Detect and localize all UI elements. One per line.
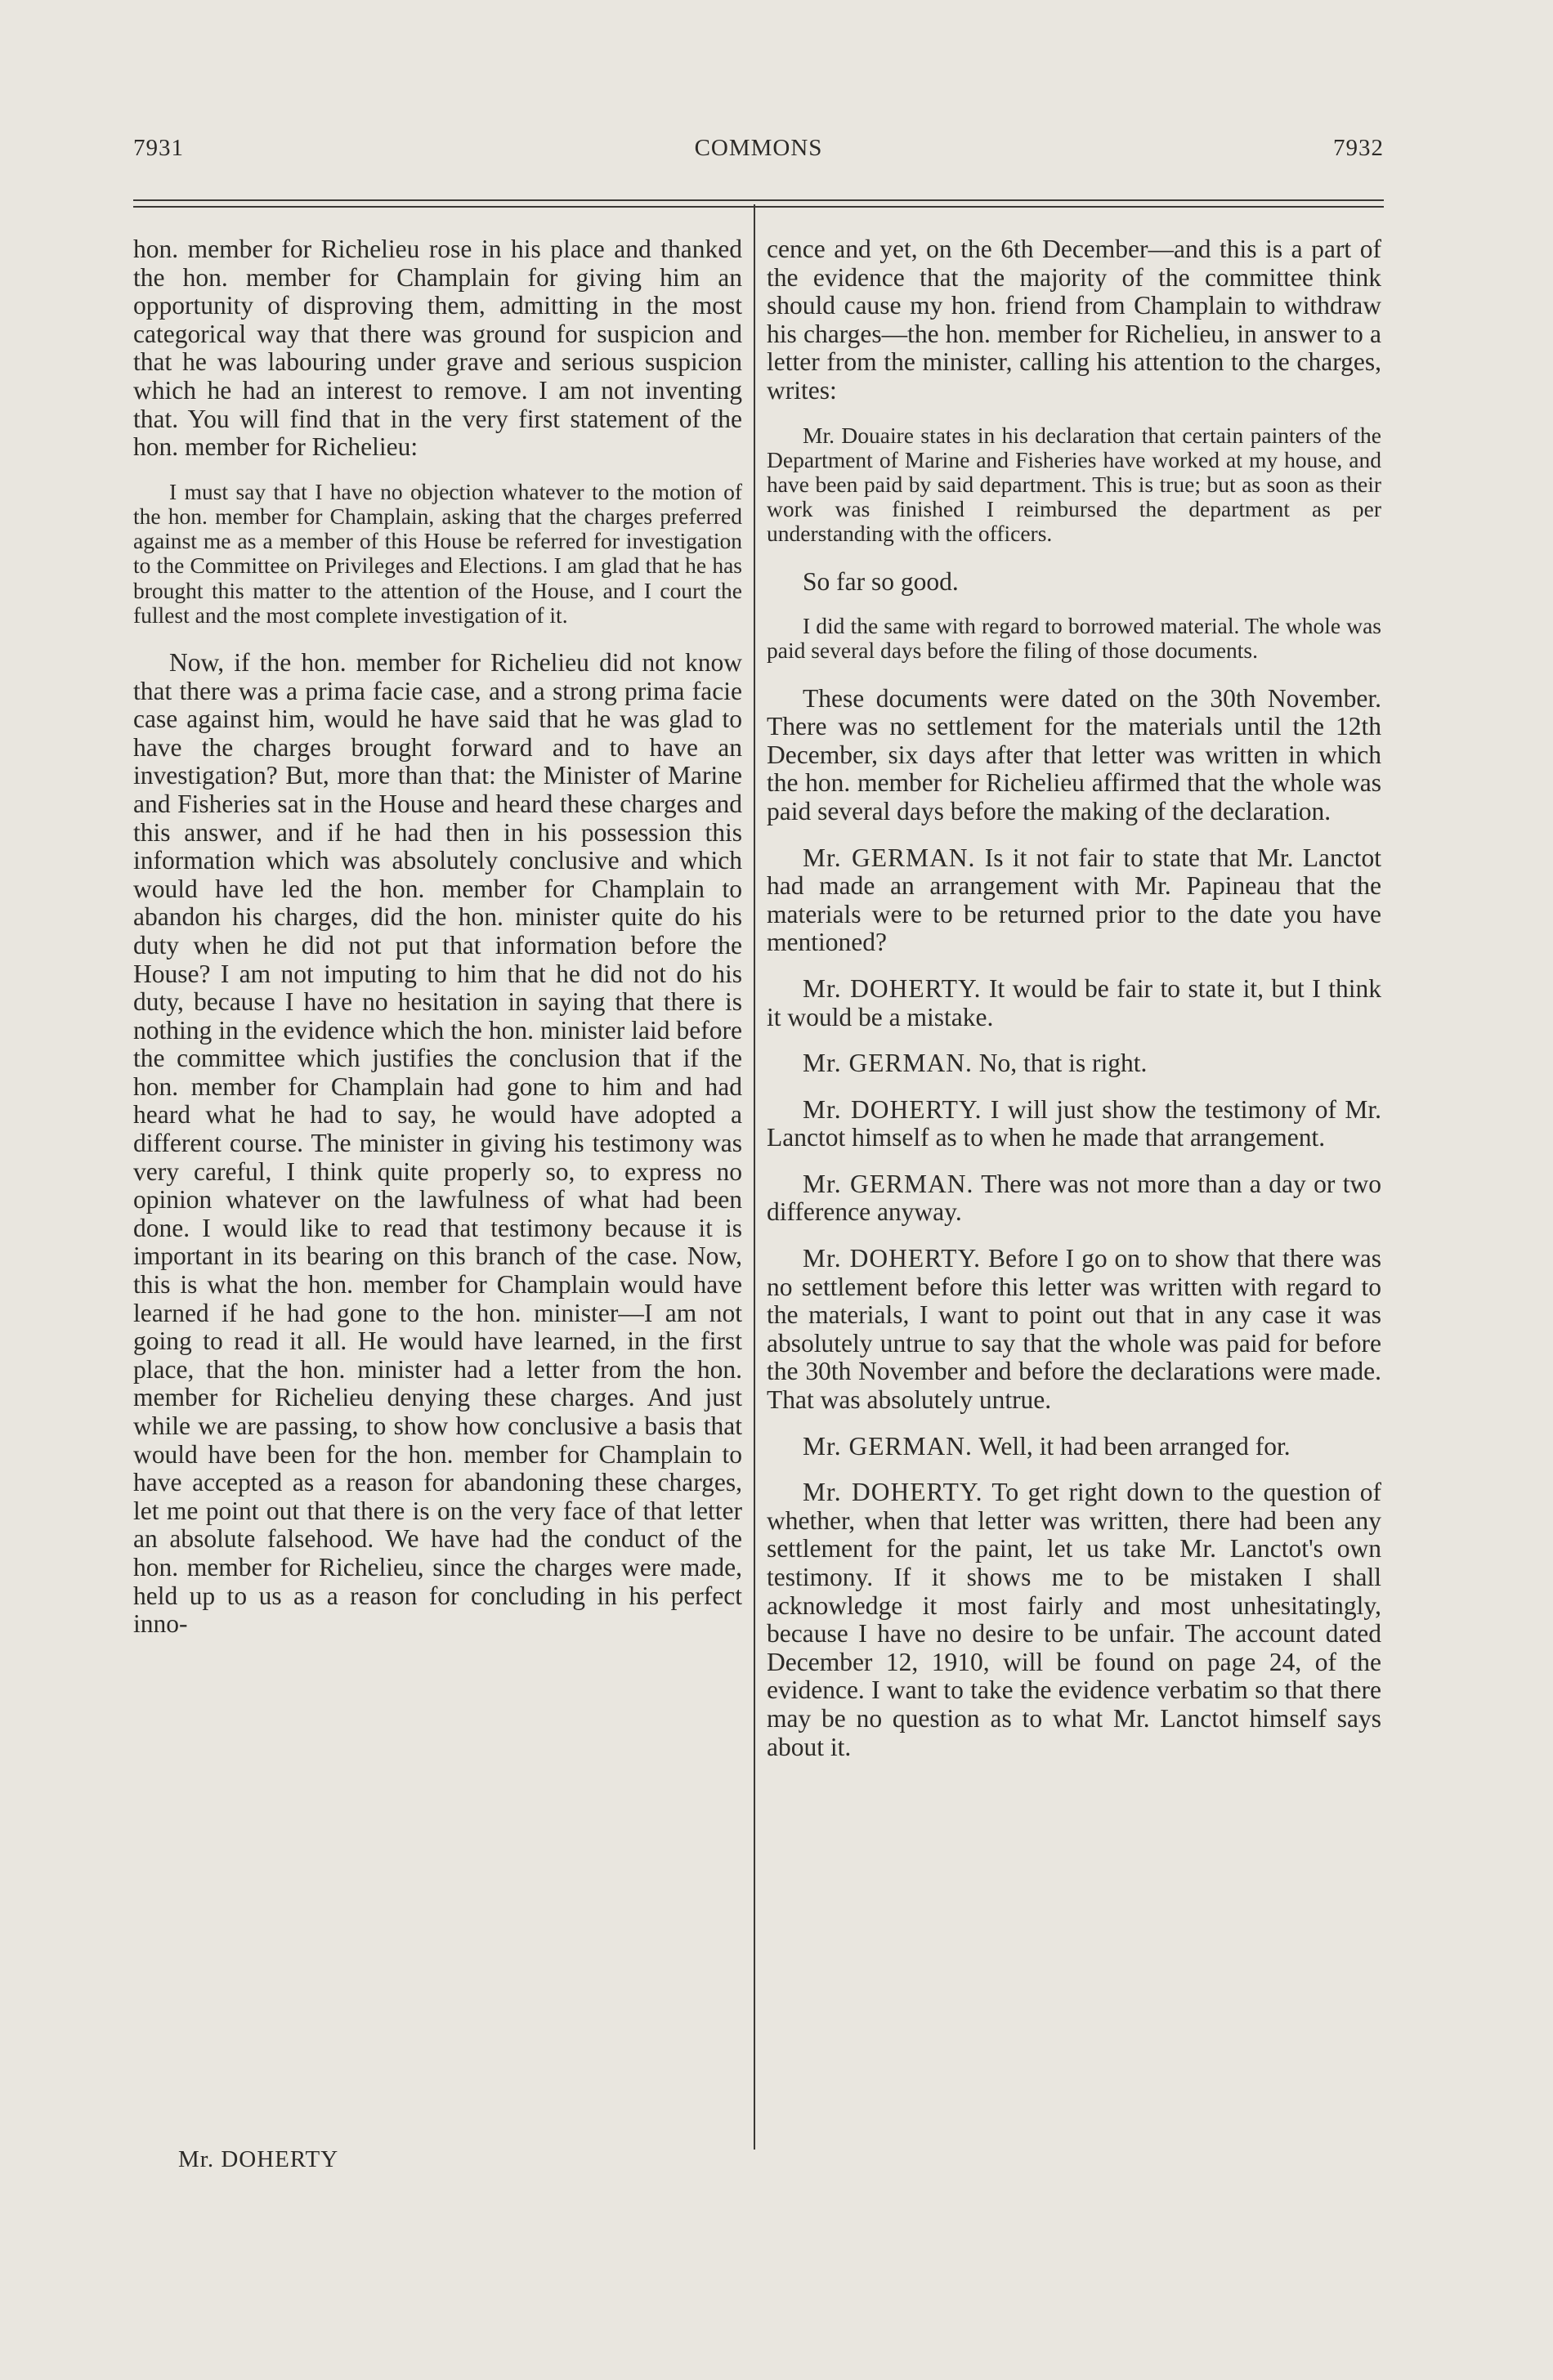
speech-text: I will just show the testimony of Mr. Lanctot himself as to when he made that arrangement.: [767, 1094, 1382, 1152]
speech-text: To get right down to the question of whether, when that letter was written, there had been any settlement for the paint, let us take Mr. Lanctot's own testimony. If it shows me to be mistaken I shall acknowledge it most fairly and most unhesitatingly, because I have no desire to be unfair. The account dated December 12, 1910, will be found on page 24, of the evidence. I want to take the evidence verbatim so that there may be no question as to what Mr. Lanctot himself says about it.: [767, 1478, 1382, 1761]
speech-5: [767, 1170, 1381, 1227]
speech-text: Is it not fair to state that Mr. Lanctot had made an arrangement with Mr. Papineau that the materials were to be returned prior to the date you have mentioned?: [767, 843, 1382, 957]
right-paragraph-1: cence and yet, on the 6th December—and this is a part of the evidence that the majority of the committee think should cause my hon. friend from Champlain to withdraw his charges—the hon. member for Richelieu, in answer to a letter from the minister, calling his attention to the charges, writes:: [767, 235, 1381, 405]
column-divider: [754, 204, 755, 2150]
speech-1: [767, 844, 1381, 957]
page-title: COMMONS: [694, 135, 823, 161]
speech-4: [767, 1096, 1381, 1152]
page-number-right: 7932: [1333, 135, 1384, 161]
speech-7: [767, 1433, 1381, 1461]
right-column: [767, 235, 1381, 1779]
speaker-name: Mr. GERMAN.: [803, 1049, 973, 1078]
speech-text: It would be fair to state it, but I think it would be a mistake.: [767, 973, 1382, 1031]
speaker-name: Mr. GERMAN.: [803, 843, 976, 872]
speech-6: [767, 1245, 1381, 1415]
speech-text: There was not more than a day or two difference anyway.: [767, 1169, 1382, 1227]
speaker-name: Mr. GERMAN.: [803, 1431, 973, 1461]
speaker-name: Mr. GERMAN.: [803, 1169, 974, 1198]
left-column: [133, 235, 742, 1657]
speaker-name: Mr. DOHERTY.: [803, 1094, 982, 1124]
speech-8: [767, 1479, 1381, 1761]
footer-speaker: Mr. DOHERTY: [178, 2146, 339, 2172]
right-paragraph-2: So far so good.: [803, 566, 959, 596]
speech-text: Well, it had been arranged for.: [978, 1431, 1291, 1461]
left-paragraph-2: Now, if the hon. member for Richelieu did not know that there was a prima facie case, and a strong prima facie case against him, would he have said that he was glad to have the charges brought forward and to have an investigation? But, more than that: the Minister of Marine and Fisheries sat in the House and heard these charges and this answer, and if he had then in his possession this information which was absolutely conclusive and which would have led the hon. member for Champlain to abandon his charges, did the hon. minister quite do his duty when he did not put that information before the House? I am not imputing to him that he did not do his duty, because I have no hesitation in saying that there is nothing in the evidence which the hon. minister laid before the committee which justifies the conclusion that if the hon. member for Champlain had gone to him and had heard what he had to say, he would have adopted a different course. The minister in giving his testimony was very careful, I think quite properly so, to express no opinion whatever on the lawfulness of what had been done. I would like to read that testimony because it is important in its bearing on this branch of the case. Now, this is what the hon. member for Champlain would have learned if he had gone to the hon. minister—I am not going to read it all. He would have learned, in the first place, that the hon. minister had a letter from the hon. member for Richelieu denying these charges. And just while we are passing, to show how conclusive a basis that would have been for the hon. member for Champlain to have accepted as a reason for abandoning these charges, let me point out that there is on the very face of that letter an absolute falsehood. We have had the conduct of the hon. member for Richelieu, since the charges were made, held up to us as a reason for concluding in his perfect inno-: [133, 647, 742, 1639]
header-rule-bottom: [133, 206, 1384, 208]
speech-2: [767, 975, 1381, 1031]
page-number-left: 7931: [133, 135, 184, 161]
speaker-name: Mr. DOHERTY.: [803, 1478, 983, 1507]
left-paragraph-1: hon. member for Richelieu rose in his place and thanked the hon. member for Champlain for giving him an opportunity of disproving them, admitting in the most categorical way that there was ground for suspicion and that he was labouring under grave and serious suspicion which he had an interest to remove. I am not inventing that. You will find that in the very first statement of the hon. member for Richelieu:: [133, 235, 742, 462]
left-quote-1: I must say that I have no objection whatever to the motion of the hon. member for Champlain, asking that the charges preferred against me as a member of this House be referred for investigation to the Committee on Privileges and Elections. I am glad that he has brought this matter to the attention of the House, and I court the fullest and the most complete investigation of it.: [133, 478, 742, 628]
right-quote-2: I did the same with regard to borrowed material. The whole was paid several days before the filing of those documents.: [767, 613, 1381, 664]
speaker-name: Mr. DOHERTY.: [803, 973, 982, 1003]
header-rule-top: [133, 199, 1384, 201]
page-header: [133, 135, 1384, 168]
speaker-name: Mr. DOHERTY.: [803, 1244, 982, 1273]
right-paragraph-3: These documents were dated on the 30th November. There was no settlement for the materials until the 12th December, six days after that letter was written in which the hon. member for Richelieu affirmed that the whole was paid several days before the making of the declaration.: [767, 683, 1381, 825]
speech-3: [767, 1049, 1381, 1078]
speech-text: No, that is right.: [978, 1049, 1148, 1078]
right-quote-1: Mr. Douaire states in his declaration that certain painters of the Department of Marine and Fisheries have worked at my house, and have been paid by said department. This is true; but as soon as their work was finished I reimbursed the department as per understanding with the officers.: [767, 422, 1381, 547]
speech-text: Before I go on to show that there was no settlement before this letter was written with regard to the materials, I want to point out that in any case it was absolutely untrue to say that the whole was paid for before the 30th November and before the declarations were made. That was absolutely untrue.: [767, 1244, 1382, 1415]
